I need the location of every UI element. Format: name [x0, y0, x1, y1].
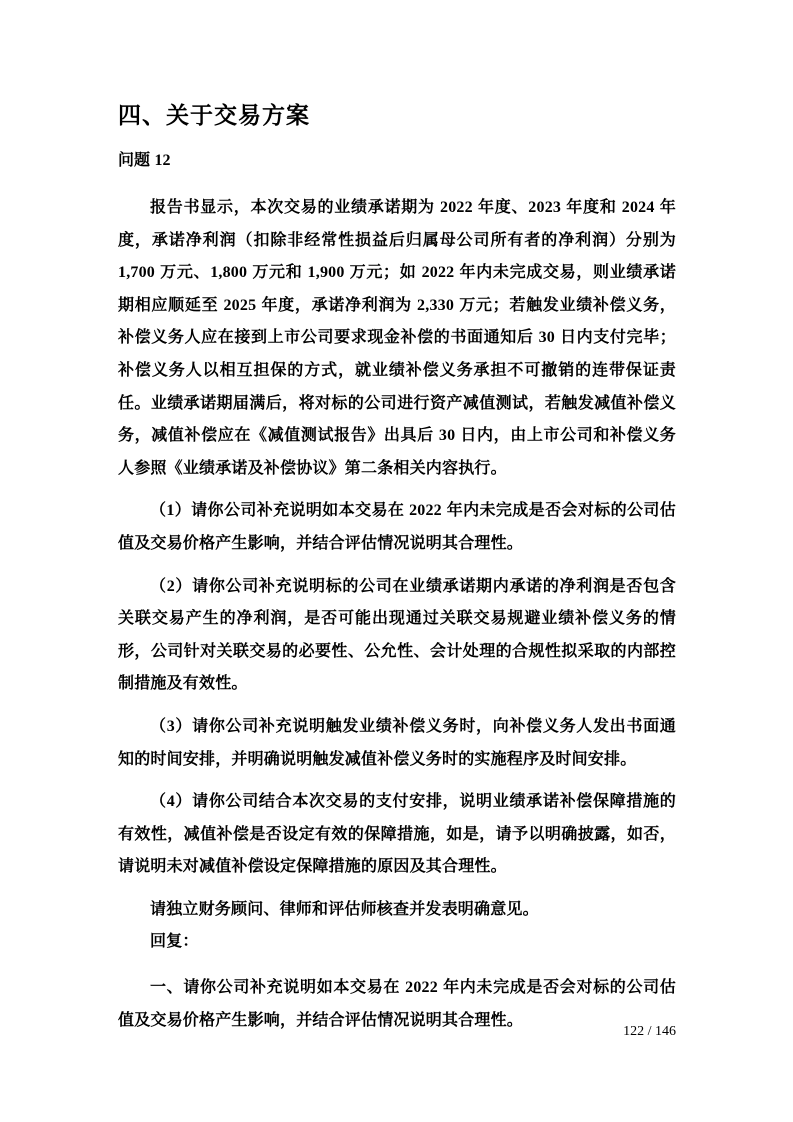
verification-request-line: 请独立财务顾问、律师和评估师核查并发表明确意见。 — [150, 900, 539, 918]
question-number-label: 问题 12 — [118, 152, 171, 169]
answer-heading-1: 一、请你公司补充说明如本交易在 2022 年内未完成是否会对标的公司估值及交易价格产生影响，并结合评估情况说明其合理性。 — [118, 979, 676, 1029]
page-number: 122 / 146 — [623, 1024, 676, 1039]
reply-label: 回复： — [150, 933, 199, 951]
sub-question-3: （3）请你公司补充说明触发业绩补偿义务时，向补偿义务人发出书面通知的时间安排，并明确说明触发减值补偿义务时的实施程序及时间安排。 — [118, 717, 676, 768]
paragraph-performance-commitment-background: 报告书显示，本次交易的业绩承诺期为 2022 年度、2023 年度和 2024 年度，承诺净利润（扣除非经常性损益后归属母公司所有者的净利润）分别为 1,700 万元、1,800 万元和 1,900 万元；如 2022 年内未完成交易，则业绩承诺期相应顺延至 2025 年度，承诺净利润为 2,330 万元；若触发业绩补偿义务，补偿义务人应在接到上市公司要求现金补偿的书面通知后 30 日内支付完毕；补偿义务人以相互担保的方式，就业绩补偿义务承担不可撤销的连带保证责任。业绩承诺期届满后，将对标的公司进行资产减值测试，若触发减值补偿义务，减值补偿应在《减值测试报告》出具后 30 日内，由上市公司和补偿义务人参照《业绩承诺及补偿协议》第二条相关内容执行。 — [118, 199, 676, 477]
question-body — [118, 192, 676, 1037]
page-content — [118, 100, 676, 1047]
sub-question-4: （4）请你公司结合本次交易的支付安排，说明业绩承诺补偿保障措施的有效性，减值补偿是否设定有效的保障措施，如是，请予以明确披露，如否，请说明未对减值补偿设定保障措施的原因及其合理性。 — [118, 793, 676, 876]
sub-question-2: （2）请你公司补充说明标的公司在业绩承诺期内承诺的净利润是否包含关联交易产生的净利润，是否可能出现通过关联交易规避业绩补偿义务的情形，公司针对关联交易的必要性、公允性、会计处理的合规性拟采取的内部控制措施及有效性。 — [118, 577, 676, 693]
section-title: 四、关于交易方案 — [118, 102, 310, 128]
sub-question-1: （1）请你公司补充说明如本交易在 2022 年内未完成是否会对标的公司估值及交易价格产生影响，并结合评估情况说明其合理性。 — [118, 502, 676, 552]
